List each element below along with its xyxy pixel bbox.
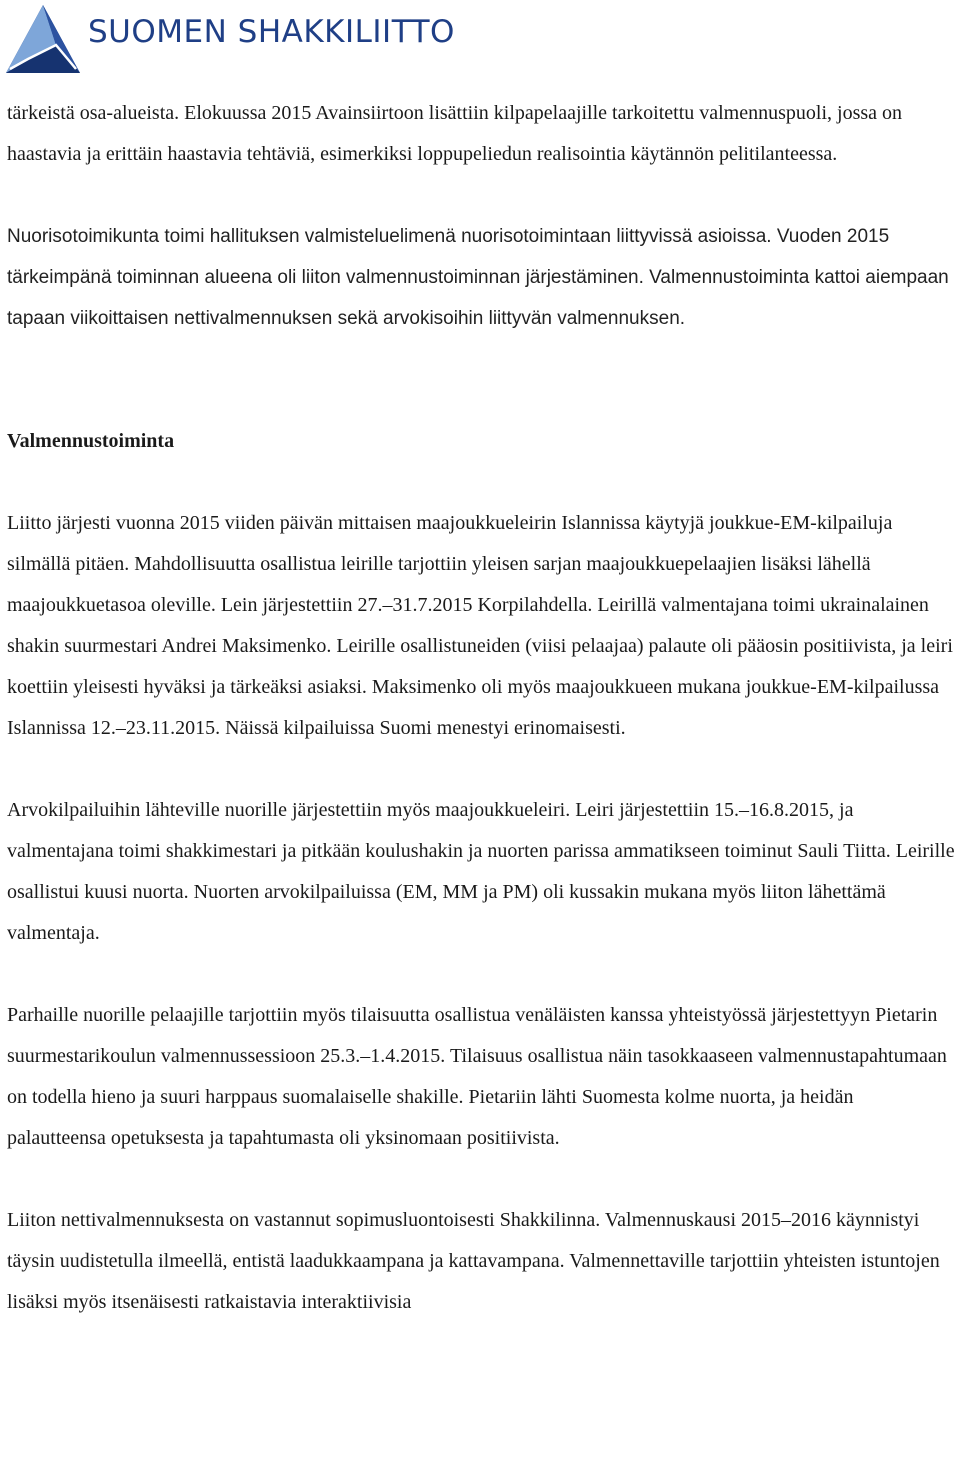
paragraph-online-coaching: Liiton nettivalmennuksesta on vastannut sopimusluontoisesti Shakkilinna. Valmennuskausi 2015–2016 käynnistyi täysin uudistetulla ilmeellä, entistä laadukkaampana ja kattavampana. Valmennettaville tarjottiin yhteisten istuntojen lisäksi myös itsenäisesti ratkaistavia interaktiivisia [7,1209,940,1313]
paragraph-national-team-camp: Liitto järjesti vuonna 2015 viiden päivän mittaisen maajoukkueleirin Islannissa käytyjä joukkue-EM-kilpailuja silmällä pitäen. Mahdollisuutta osallistua leirille tarjottiin yleisen sarjan maajoukkuepelaajien lisäksi lähellä maajoukkuetasoa oleville. Lein järjestettiin 27.–31.7.2015 Korpilahdella. Leirillä valmentajana toimi ukrainalainen shakin suurmestari Andrei Maksimenko. Leirille osallistuneiden (viisi pelaajaa) palaute oli pääosin positiivista, ja leiri koettiin yleisesti hyväksi ja tärkeäksi asiaksi. Maksimenko oli myös maajoukkueen mukana joukkue-EM-kilpailussa Islannissa 12.–23.11.2015. Näissä kilpailuissa Suomi menestyi erinomaisesti. [7,512,953,739]
logo-wordmark: SUOMEN SHAKKILIITTO [88,14,455,50]
page-header [0,0,960,80]
paragraph-st-petersburg: Parhaille nuorille pelaajille tarjottiin myös tilaisuutta osallistua venäläisten kanssa yhteistyössä järjestettyyn Pietarin suurmestarikoulun valmennussessioon 25.3.–1.4.2015. Tilaisuus osallistua näin tasokkaaseen valmennustapahtumaan on todella hieno ja suuri harppaus suomalaiselle shakille. Pietariin lähti Suomesta kolme nuorta, ja heidän palautteensa opetuksesta ja tapahtumasta oli yksinomaan positiivista. [7,1004,947,1149]
section-heading: Valmennustoiminta [7,430,175,452]
paragraph-youth-camp: Arvokilpailuihin lähteville nuorille järjestettiin myös maajoukkueleiri. Leiri järjestettiin 15.–16.8.2015, ja valmentajana toimi shakkimestari ja pitkään koulushakin ja nuorten parissa ammatikseen toiminut Sauli Tiitta. Leirille osallistui kuusi nuorta. Nuorten arvokilpailuissa (EM, MM ja PM) oli kussakin mukana myös liiton lähettämä valmentaja. [7,799,955,944]
document-body [7,93,957,1323]
paragraph-youth-committee: Nuorisotoimikunta toimi hallituksen valmisteluelimenä nuorisotoimintaan liittyvissä asioissa. Vuoden 2015 tärkeimpänä toiminnan alueena oli liiton valmennustoiminnan järjestäminen. Valmennustoiminta kattoi aiempaan tapaan viikoittaisen nettivalmennuksen sekä arvokisoihin liittyvän valmennuksen. [7,226,949,329]
mountain-triangle-logo-icon [4,3,82,75]
paragraph-intro: tärkeistä osa-alueista. Elokuussa 2015 Avainsiirtoon lisättiin kilpapelaajille tarkoitettu valmennuspuoli, jossa on haastavia ja erittäin haastavia tehtäviä, esimerkiksi loppupeliedun realisointia käytännön pelitilanteessa. [7,102,903,165]
